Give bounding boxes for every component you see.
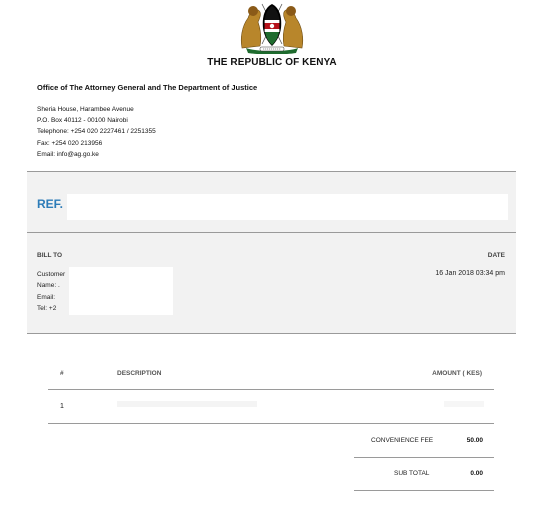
- bill-to-label: BILL TO: [37, 252, 63, 259]
- republic-title: THE REPUBLIC OF KENYA: [207, 57, 337, 68]
- bill-name-line: Name: .: [37, 282, 60, 290]
- convenience-fee-row: [354, 424, 494, 458]
- column-header-description: DESCRIPTION: [117, 370, 162, 377]
- bill-to-details: [37, 269, 65, 315]
- items-table-header: [48, 364, 494, 390]
- panel-divider: [27, 232, 516, 233]
- office-name: Office of The Attorney General and The Department of Justice: [37, 83, 258, 92]
- address-street: Sheria House, Harambee Avenue: [37, 106, 134, 113]
- date-label: DATE: [487, 252, 505, 259]
- column-header-amount: AMOUNT ( KES): [432, 370, 482, 377]
- convenience-fee-label: CONVENIENCE FEE: [371, 437, 434, 444]
- table-row: [48, 390, 494, 424]
- row-number: 1: [60, 403, 64, 410]
- sub-total-value: 0.00: [470, 470, 483, 477]
- reference-label: REF.: [37, 197, 64, 211]
- office-address: [37, 104, 156, 160]
- sub-total-row: [354, 458, 494, 491]
- bill-customer-line: Customer: [37, 271, 66, 278]
- address-fax: Fax: +254 020 213956: [37, 139, 103, 147]
- bill-tel-line: Tel: +2: [37, 305, 57, 313]
- bill-details-redaction: [69, 267, 173, 315]
- kenya-coat-of-arms-icon: [236, 0, 308, 54]
- address-email: Email: info@ag.go.ke: [37, 150, 99, 158]
- bill-email-line: Email:: [37, 293, 56, 301]
- column-header-number: #: [60, 370, 64, 377]
- reference-redaction: [67, 194, 508, 220]
- sub-total-label: SUB TOTAL: [394, 470, 430, 477]
- address-telephone: Telephone: +254 020 2227461 / 2251355: [37, 128, 156, 136]
- address-po-box: P.O. Box 40112 - 00100 Nairobi: [37, 117, 128, 125]
- date-value: 16 Jan 2018 03:34 pm: [435, 270, 505, 277]
- row-description-faded: [117, 401, 257, 407]
- row-amount-faded: [444, 401, 484, 407]
- reference-bill-panel: [27, 171, 516, 334]
- convenience-fee-value: 50.00: [466, 437, 483, 444]
